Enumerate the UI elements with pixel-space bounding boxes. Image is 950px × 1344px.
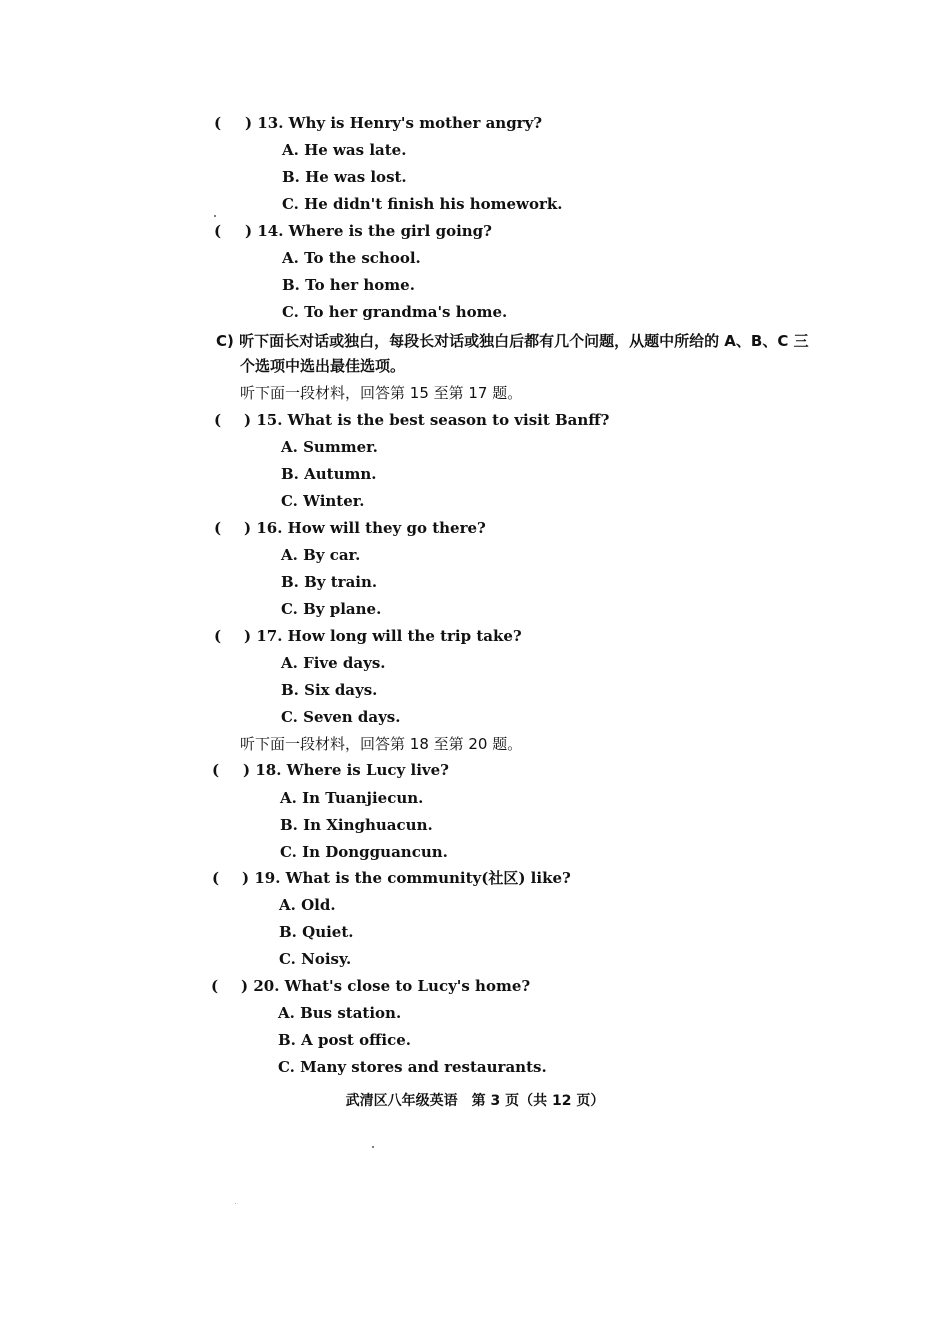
option-19-b: B. Quiet. (279, 923, 354, 941)
option-13-c: C. He didn't finish his homework. (282, 195, 563, 213)
question-19: ) 19. What is the community(社区) like? (242, 869, 571, 887)
option-15-a: A. Summer. (281, 438, 378, 456)
listening-instruction-15-17: 听下面一段材料，回答第 15 至第 17 题。 (240, 384, 523, 402)
scan-speck (235, 1203, 236, 1204)
option-14-a: A. To the school. (282, 249, 421, 267)
option-16-a: A. By car. (281, 546, 361, 564)
question-16: ) 16. How will they go there? (244, 519, 486, 537)
scan-speck (214, 215, 216, 217)
option-20-c: C. Many stores and restaurants. (278, 1058, 547, 1076)
section-c-instruction-line1: C) 听下面长对话或独白，每段长对话或独白后都有几个问题，从题中所给的 A、B、C 三 (216, 332, 809, 350)
answer-bracket[interactable]: ( (214, 114, 222, 132)
option-18-c: C. In Dongguancun. (280, 843, 448, 861)
question-15: ) 15. What is the best season to visit Banff? (244, 411, 610, 429)
answer-bracket[interactable]: ( (214, 222, 222, 240)
question-13: ) 13. Why is Henry's mother angry? (245, 114, 543, 132)
option-13-a: A. He was late. (282, 141, 407, 159)
option-15-c: C. Winter. (281, 492, 365, 510)
answer-bracket[interactable]: ( (212, 761, 220, 779)
question-18: ) 18. Where is Lucy live? (243, 761, 449, 779)
option-16-b: B. By train. (281, 573, 378, 591)
section-c-instruction-line2: 个选项中选出最佳选项。 (240, 357, 406, 375)
option-16-c: C. By plane. (281, 600, 382, 618)
option-13-b: B. He was lost. (282, 168, 407, 186)
option-18-a: A. In Tuanjiecun. (280, 789, 424, 807)
option-19-c: C. Noisy. (279, 950, 352, 968)
option-20-a: A. Bus station. (278, 1004, 402, 1022)
option-19-a: A. Old. (279, 896, 336, 914)
listening-instruction-18-20: 听下面一段材料，回答第 18 至第 20 题。 (240, 735, 523, 753)
page-footer: 武清区八年级英语 第 3 页（共 12 页） (345, 1093, 605, 1109)
option-20-b: B. A post office. (278, 1031, 411, 1049)
question-14: ) 14. Where is the girl going? (245, 222, 492, 240)
option-14-c: C. To her grandma's home. (282, 303, 508, 321)
answer-bracket[interactable]: ( (212, 869, 220, 887)
question-17: ) 17. How long will the trip take? (244, 627, 522, 645)
option-17-a: A. Five days. (281, 654, 386, 672)
answer-bracket[interactable]: ( (211, 977, 219, 995)
answer-bracket[interactable]: ( (214, 519, 222, 537)
answer-bracket[interactable]: ( (214, 627, 222, 645)
option-15-b: B. Autumn. (281, 465, 377, 483)
option-17-c: C. Seven days. (281, 708, 401, 726)
answer-bracket[interactable]: ( (214, 411, 222, 429)
scan-speck (372, 1146, 374, 1148)
option-17-b: B. Six days. (281, 681, 378, 699)
option-18-b: B. In Xinghuacun. (280, 816, 433, 834)
question-20: ) 20. What's close to Lucy's home? (241, 977, 531, 995)
option-14-b: B. To her home. (282, 276, 415, 294)
